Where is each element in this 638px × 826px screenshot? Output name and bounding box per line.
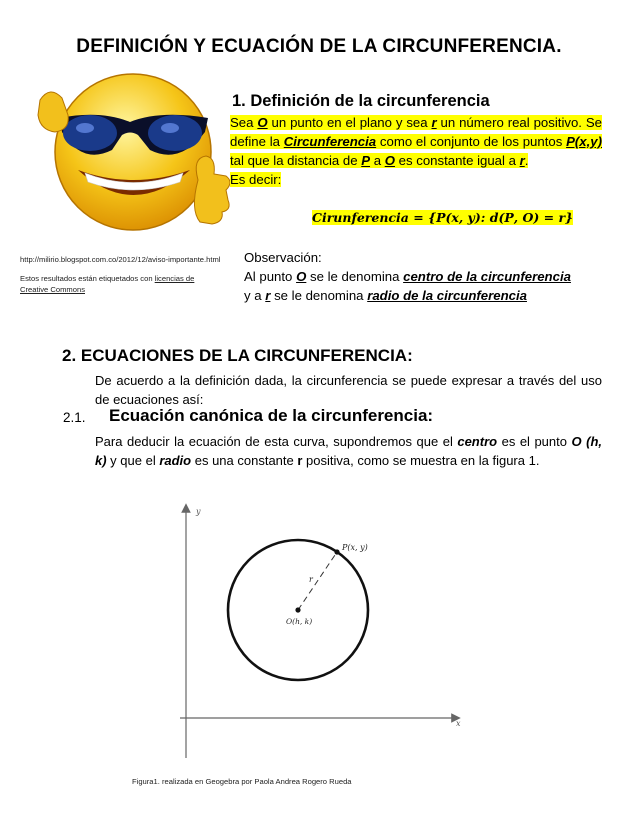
section2-intro: De acuerdo a la definición dada, la circunferencia se puede expresar a través del uso de ecuaciones así:	[95, 373, 602, 407]
def-text: a	[370, 153, 385, 168]
def-radius-r: r	[519, 153, 525, 168]
def-text: un punto en el plano y sea	[267, 115, 432, 130]
subsection-number: 2.1.	[63, 410, 86, 425]
def-point-pxy: P(x,y)	[566, 134, 602, 149]
center-point	[295, 607, 300, 612]
def-point-p: P	[361, 153, 371, 168]
license-note	[20, 273, 210, 295]
def-point-o: O	[257, 115, 268, 130]
center-label: O(h, k)	[286, 617, 313, 626]
def-text: tal que la distancia de	[230, 153, 362, 168]
para-text: y que el	[106, 452, 160, 468]
point-p-label: P(x, y)	[342, 543, 368, 552]
def-text: .	[524, 153, 529, 168]
circle-figure	[150, 500, 470, 770]
obs-text: y a	[244, 288, 266, 303]
sunglasses-emoji-image	[30, 70, 235, 240]
image-source-url[interactable]: http://milirio.blogspot.com.co/2012/12/aviso-importante.html	[20, 255, 221, 264]
para-text: es una constante	[191, 452, 298, 468]
x-axis-label: x	[456, 719, 461, 728]
para-text: Para deducir la ecuación de esta curva, supondremos que el	[95, 434, 458, 449]
definition-paragraph	[230, 113, 602, 189]
def-text: es constante igual a	[394, 153, 520, 168]
obs-point-o: O	[296, 269, 307, 284]
es-decir: Es decir:	[230, 172, 282, 187]
license-link[interactable]: licencias de Creative Commons	[20, 274, 195, 294]
license-text: Estos resultados están etiquetados con	[20, 274, 155, 283]
canonical-paragraph	[95, 433, 602, 470]
def-radius-r: r	[431, 115, 437, 130]
obs-text: se le denomina	[306, 269, 404, 284]
obs-radio: radio de la circunferencia	[367, 288, 527, 303]
radius-label: r	[309, 575, 313, 584]
obs-radius-r: r	[265, 288, 271, 303]
section1-heading: 1. Definición de la circunferencia	[232, 92, 490, 110]
para-text: es el punto	[497, 434, 572, 449]
page-title: DEFINICIÓN Y ECUACIÓN DE LA CIRCUNFERENCIA.	[76, 36, 562, 57]
def-text: como el conjunto de los puntos	[376, 134, 567, 149]
circumference-formula: 𝑪𝒊𝒓𝒖𝒏𝒇𝒆𝒓𝒆𝒏𝒄𝒊𝒂 = {𝑷(𝒙, 𝒚): 𝒅(𝑷, 𝑶) = 𝒓}	[312, 210, 574, 225]
para-ohk: O (h, k)	[95, 434, 603, 468]
def-text: Sea	[230, 115, 258, 130]
def-text: un número real positivo. Se define la	[230, 115, 602, 149]
para-text: positiva, como se muestra en la figura 1.	[302, 452, 540, 468]
obs-centro: centro de la circunferencia	[403, 269, 571, 284]
subsection-heading: Ecuación canónica de la circunferencia:	[109, 406, 434, 425]
para-r: r	[297, 452, 303, 468]
obs-text: Al punto	[244, 269, 297, 284]
y-axis-label: y	[196, 507, 201, 516]
section2-heading: 2. ECUACIONES DE LA CIRCUNFERENCIA:	[62, 346, 413, 365]
point-p	[334, 549, 339, 554]
observation-label: Observación:	[244, 250, 322, 265]
radius-segment	[298, 552, 337, 610]
obs-text: se le denomina	[270, 288, 368, 303]
observation-block	[244, 248, 602, 305]
para-centro: centro	[457, 434, 498, 449]
def-circunferencia: Circunferencia	[283, 134, 377, 149]
figure-caption: Figura1. realizada en Geogebra por Paola Andrea Rogero Rueda	[132, 777, 352, 786]
para-radio: radio	[159, 452, 192, 468]
def-point-o: O	[384, 153, 395, 168]
